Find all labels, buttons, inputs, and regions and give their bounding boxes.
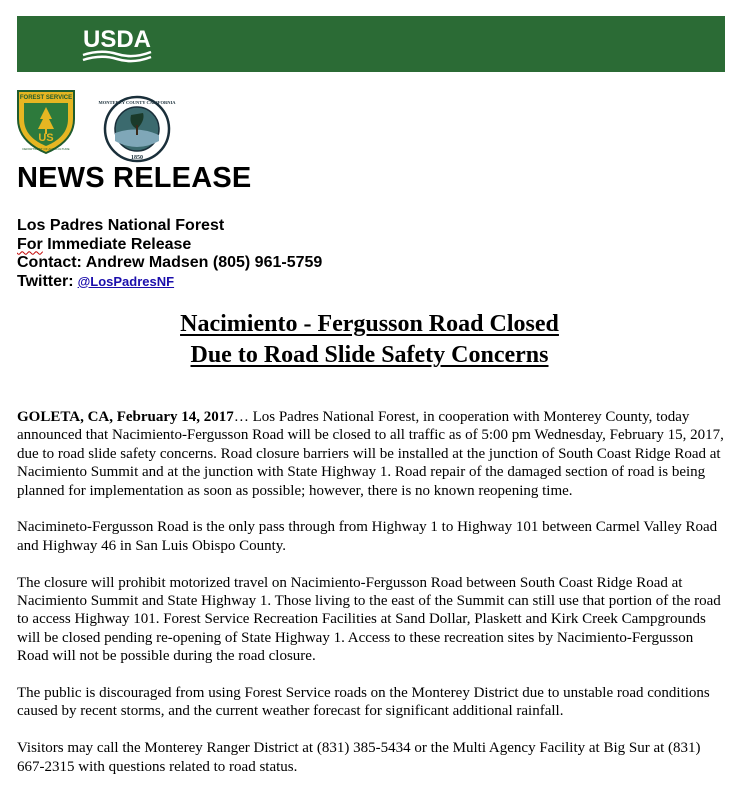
paragraph-5: Visitors may call the Monterey Ranger District at (831) 385-5434 or the Multi Agency Facility at Big Sur at (831) 667-2315 with questions related to road status. <box>17 740 701 775</box>
svg-text:DEPARTMENT OF AGRICULTURE: DEPARTMENT OF AGRICULTURE <box>22 147 70 151</box>
svg-text:MONTEREY COUNTY CALIFORNIA: MONTEREY COUNTY CALIFORNIA <box>98 100 176 105</box>
forest-service-shield-icon <box>14 89 78 155</box>
paragraph-1 <box>17 408 725 500</box>
organization-line: Los Padres National Forest <box>17 217 225 234</box>
usda-logo-text: USDA <box>83 26 152 53</box>
headline-line-2: Due to Road Slide Safety Concerns <box>190 342 549 368</box>
twitter-handle-link[interactable]: @LosPadresNF <box>77 273 175 289</box>
headline-line-1-rest: - Fergusson Road Closed <box>297 311 559 337</box>
page-title: NEWS RELEASE <box>17 162 252 194</box>
twitter-label: Twitter: <box>17 272 74 290</box>
twitter-line <box>17 273 322 292</box>
usda-logo-icon <box>83 25 151 63</box>
svg-text:US: US <box>38 132 54 144</box>
paragraph-3: The closure will prohibit motorized travel on Nacimiento-Fergusson Road between South Coast Ridge Road at Nacimiento Summit and State Highway 1. Those living to the east of the Summit can still use that portion of the road to access Highway 101. Forest Service Recreation Facilities at Sand Dollar, Plaskett and Kirk Creek Campgrounds will be closed pending re-opening of State Highway 1. Access to these recreation sites by Nacimiento-Fergusson Road will not be possible during the road closure. <box>17 574 721 665</box>
dateline: GOLETA, CA, February 14, 2017 <box>17 409 234 425</box>
headline-line-1 <box>0 309 739 340</box>
svg-text:FOREST SERVICE: FOREST SERVICE <box>19 95 73 101</box>
paragraph-1-text: … Los Padres National Forest, in cooperation with Monterey County, today announced that Nacimiento-Fergusson Road will be closed to all traffic as of 5:00 pm Wednesday, February 15, 2017, due to road slide safety concerns. Road closure barriers will be installed at the junction of South Coast Ridge Road at Nacimiento Summit and at the junction with State Highway 1. Road repair of the damaged section of road is being planned for implementation as soon as possible; however, there is no known reopening time. <box>17 409 724 499</box>
usda-banner <box>17 16 725 72</box>
contact-line: Contact: Andrew Madsen (805) 961-5759 <box>17 254 323 271</box>
release-type-rest: Immediate Release <box>42 235 192 253</box>
paragraph-4: The public is discouraged from using Forest Service roads on the Monterey District due to unstable road conditions caused by recent storms, and the current weather forecast for significant additional rainfall. <box>17 685 710 720</box>
release-type-line <box>17 236 322 255</box>
svg-text:1850: 1850 <box>131 155 143 161</box>
body-text <box>17 408 725 794</box>
monterey-county-seal-icon <box>98 95 176 163</box>
contact-block <box>17 217 322 291</box>
paragraph-2: Nacimineto-Fergusson Road is the only pass through from Highway 1 to Highway 101 between Carmel Valley Road and Highway 46 in San Luis Obispo County. <box>17 519 718 554</box>
release-type-prefix: For <box>17 235 43 253</box>
headline <box>0 309 739 371</box>
headline-place-word: Nacimiento <box>180 311 298 337</box>
